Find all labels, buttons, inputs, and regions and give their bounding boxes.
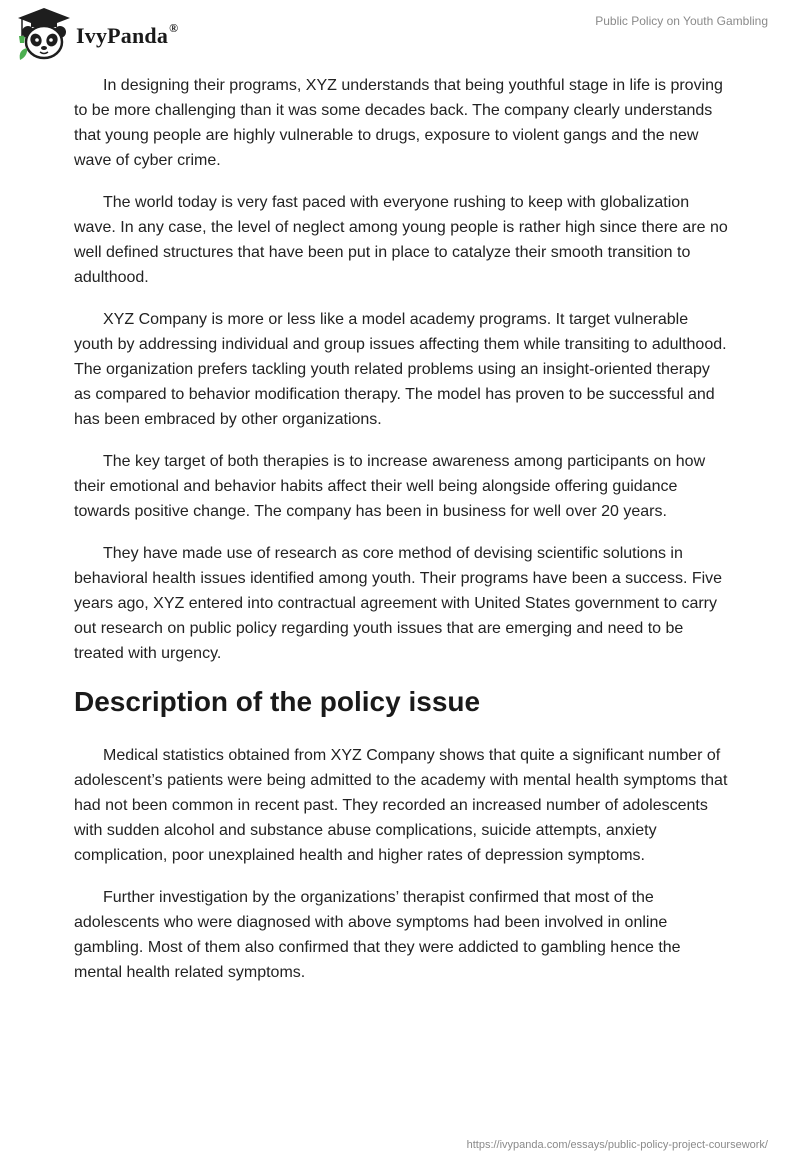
- paragraph: The world today is very fast paced with everyone rushing to keep with globalization wave. In any case, the level of neglect among young people is rather high since there are no well defined structures that have been put in place to catalyze their smooth transition to adulthood.: [74, 194, 728, 286]
- paragraph: XYZ Company is more or less like a model academy programs. It target vulnerable youth by addressing individual and group issues affecting them while transiting to adulthood. The organization prefers tackling youth related problems using an insight-oriented therapy as compared to behavior modification therapy. The model has proven to be successful and has been embraced by other organizations.: [74, 311, 727, 428]
- paragraph: The key target of both therapies is to increase awareness among participants on how their emotional and behavior habits affect their well being alongside offering guidance towards positive change. The company has been in business for well over 20 years.: [74, 453, 706, 520]
- paragraph: In designing their programs, XYZ understands that being youthful stage in life is proving to be more challenging than it was some decades back. The company clearly understands that young people are highly vulnerable to drugs, exposure to violent gangs and the new wave of cyber crime.: [74, 77, 723, 169]
- paragraph: Medical statistics obtained from XYZ Company shows that quite a significant number of adolescent’s patients were being admitted to the academy with mental health symptoms that had not been common in recent past. They recorded an increased number of adolescents with sudden alcohol and substance abuse complications, suicide attempts, anxiety complication, poor unexplained health and higher rates of depression symptoms.: [74, 747, 728, 864]
- paragraph: They have made use of research as core method of devising scientific solutions in behavioral health issues identified among youth. Their programs have been a success. Five years ago, XYZ entered into contractual agreement with United States government to carry out research on public policy regarding youth issues that are emerging and need to be treated with urgency.: [74, 545, 723, 662]
- document-title: Public Policy on Youth Gambling: [595, 14, 768, 28]
- section-heading: Description of the policy issue: [74, 686, 481, 717]
- essay-body: [74, 73, 730, 1002]
- page-header: [0, 0, 800, 70]
- panda-graduate-icon: [14, 6, 74, 62]
- paragraph: Further investigation by the organizations’ therapist confirmed that most of the adolescents who were diagnosed with above symptoms had been involved in online gambling. Most of them also confirmed that they were addicted to gambling hence the mental health related symptoms.: [74, 889, 681, 981]
- ivypanda-logo[interactable]: [14, 6, 178, 62]
- brand-name: IvyPanda®: [76, 21, 179, 48]
- source-url[interactable]: https://ivypanda.com/essays/public-policy-project-coursework/: [466, 1139, 768, 1151]
